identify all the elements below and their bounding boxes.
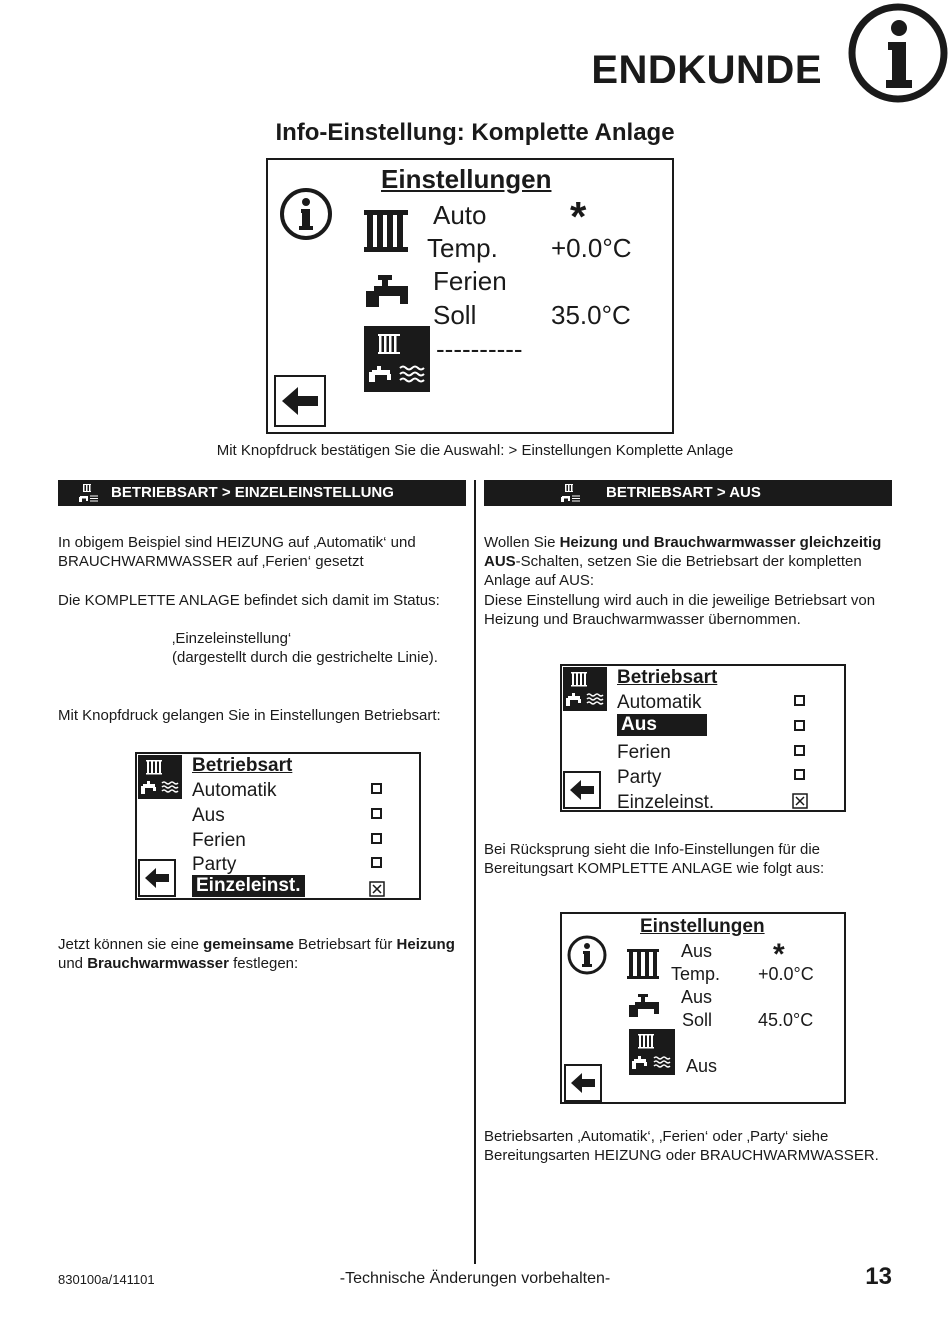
right-paragraph-4: Betriebsarten ‚Automatik‘, ‚Ferien‘ oder ‚Party‘ siehe Bereitungsarten HEIZUNG oder BRAUCHWARMWASSER. (484, 1128, 879, 1164)
temp-value: +0.0°C (551, 233, 632, 263)
arrow-left-icon (140, 861, 174, 895)
star-indicator: * (773, 938, 785, 971)
section-band-right (484, 480, 892, 506)
option-aus[interactable]: Aus (192, 805, 225, 826)
option-party[interactable]: Party (192, 854, 237, 875)
screen-title: Betriebsart (192, 755, 293, 776)
display-screen-betriebsart-left (135, 752, 421, 900)
info-icon (566, 934, 608, 976)
option-aus-selected[interactable]: Aus (617, 714, 707, 736)
tap-icon (364, 275, 412, 307)
display-screen-einstellungen-right (560, 912, 846, 1104)
right-paragraph-1: Wollen Sie Heizung und Brauchwarmwasser gleichzeitig AUS-Schalten, setzen Sie die Betriebsart der kompletten Anlage auf AUS: (484, 534, 882, 589)
arrow-left-icon (276, 377, 324, 425)
temp-value: +0.0°C (758, 964, 814, 984)
combined-status: Aus (686, 1056, 718, 1076)
heating-mode: Auto (433, 200, 487, 230)
header-title: ENDKUNDE (591, 48, 822, 92)
checkbox-aus[interactable] (371, 808, 382, 819)
tap-icon (628, 994, 662, 1018)
option-automatik[interactable]: Automatik (617, 692, 702, 713)
checkbox-aus[interactable] (794, 720, 805, 731)
checkbox-ferien[interactable] (371, 833, 382, 844)
back-button[interactable] (274, 375, 326, 427)
info-icon (848, 2, 948, 104)
option-ferien[interactable]: Ferien (617, 742, 671, 763)
left-paragraph-2: Die KOMPLETTE ANLAGE befindet sich damit im Status: (58, 592, 440, 609)
left-paragraph-5: Jetzt können sie eine gemeinsame Betriebsart für Heizung und Brauchwarmwasser festlegen: (58, 936, 455, 972)
back-button[interactable] (564, 1064, 602, 1102)
screen-title: Einstellungen (640, 916, 765, 937)
main-caption: Mit Knopfdruck bestätigen Sie die Auswahl: > Einstellungen Komplette Anlage (216, 442, 734, 459)
left-paragraph-1: In obigem Beispiel sind HEIZUNG auf ‚Automatik‘ und BRAUCHWARMWASSER auf ‚Ferien‘ gesetzt (58, 534, 416, 570)
section-title-right: BETRIEBSART > AUS (606, 484, 761, 501)
soll-value: 45.0°C (758, 1010, 814, 1030)
soll-value: 35.0°C (551, 300, 631, 330)
info-icon (278, 186, 334, 242)
option-einzeleinst[interactable]: Einzeleinst. (617, 792, 715, 813)
checkbox-ferien[interactable] (794, 745, 805, 756)
left-paragraph-3a: ‚Einzeleinstellung‘ (172, 630, 292, 647)
heating-mode: Aus (681, 941, 713, 961)
combined-system-icon (563, 667, 607, 711)
page-title: Info-Einstellung: Komplette Anlage (275, 119, 675, 146)
temp-label: Temp. (671, 964, 721, 984)
combined-system-icon (138, 755, 182, 799)
screen-title: Einstellungen (381, 164, 552, 194)
checkbox-einzeleinst-checked[interactable] (369, 881, 385, 897)
radiator-icon (626, 948, 660, 980)
back-button[interactable] (563, 771, 601, 809)
display-screen-betriebsart-right (560, 664, 846, 812)
left-paragraph-4: Mit Knopfdruck gelangen Sie in Einstellungen Betriebsart: (58, 707, 441, 724)
combined-system-icon (560, 483, 582, 503)
right-paragraph-2: Diese Einstellung wird auch in die jeweilige Betriebsart von Heizung und Brauchwarmwasser übernommen. (484, 592, 876, 628)
soll-label: Soll (433, 300, 477, 330)
option-party[interactable]: Party (617, 767, 662, 788)
temp-label: Temp. (427, 233, 498, 263)
checkbox-automatik[interactable] (371, 783, 382, 794)
right-paragraph-3: Bei Rücksprung sieht die Info-Einstellungen für die Bereitungsart KOMPLETTE ANLAGE wie folgt aus: (484, 841, 825, 877)
combined-system-icon (78, 483, 100, 503)
column-divider (474, 480, 476, 1264)
water-mode: Aus (681, 987, 713, 1007)
arrow-left-icon (566, 1066, 600, 1100)
left-paragraph-3b: (dargestellt durch die gestrichelte Linie). (172, 649, 438, 666)
screen-title: Betriebsart (617, 667, 718, 688)
section-band-left (58, 480, 466, 506)
back-button[interactable] (138, 859, 176, 897)
soll-label: Soll (682, 1010, 713, 1030)
combined-system-icon (629, 1029, 675, 1075)
checkbox-party[interactable] (371, 857, 382, 868)
option-einzeleinst-selected[interactable]: Einzeleinst. (192, 875, 305, 897)
water-mode: Ferien (433, 266, 507, 296)
star-indicator: * (570, 193, 587, 240)
page-number: 13 (865, 1263, 892, 1290)
checkbox-einzeleinst-checked[interactable] (792, 793, 808, 809)
checkbox-automatik[interactable] (794, 695, 805, 706)
option-ferien[interactable]: Ferien (192, 830, 246, 851)
option-automatik[interactable]: Automatik (192, 780, 277, 801)
section-title-left: BETRIEBSART > EINZELEINSTELLUNG (111, 484, 394, 501)
footer-note: -Technische Änderungen vorbehalten- (339, 1270, 611, 1287)
combined-system-icon (364, 326, 430, 392)
radiator-icon (362, 208, 410, 254)
display-screen-main (266, 158, 674, 434)
combined-status: ---------- (436, 334, 523, 364)
arrow-left-icon (565, 773, 599, 807)
checkbox-party[interactable] (794, 769, 805, 780)
document-code: 830100a/141101 (58, 1272, 155, 1287)
